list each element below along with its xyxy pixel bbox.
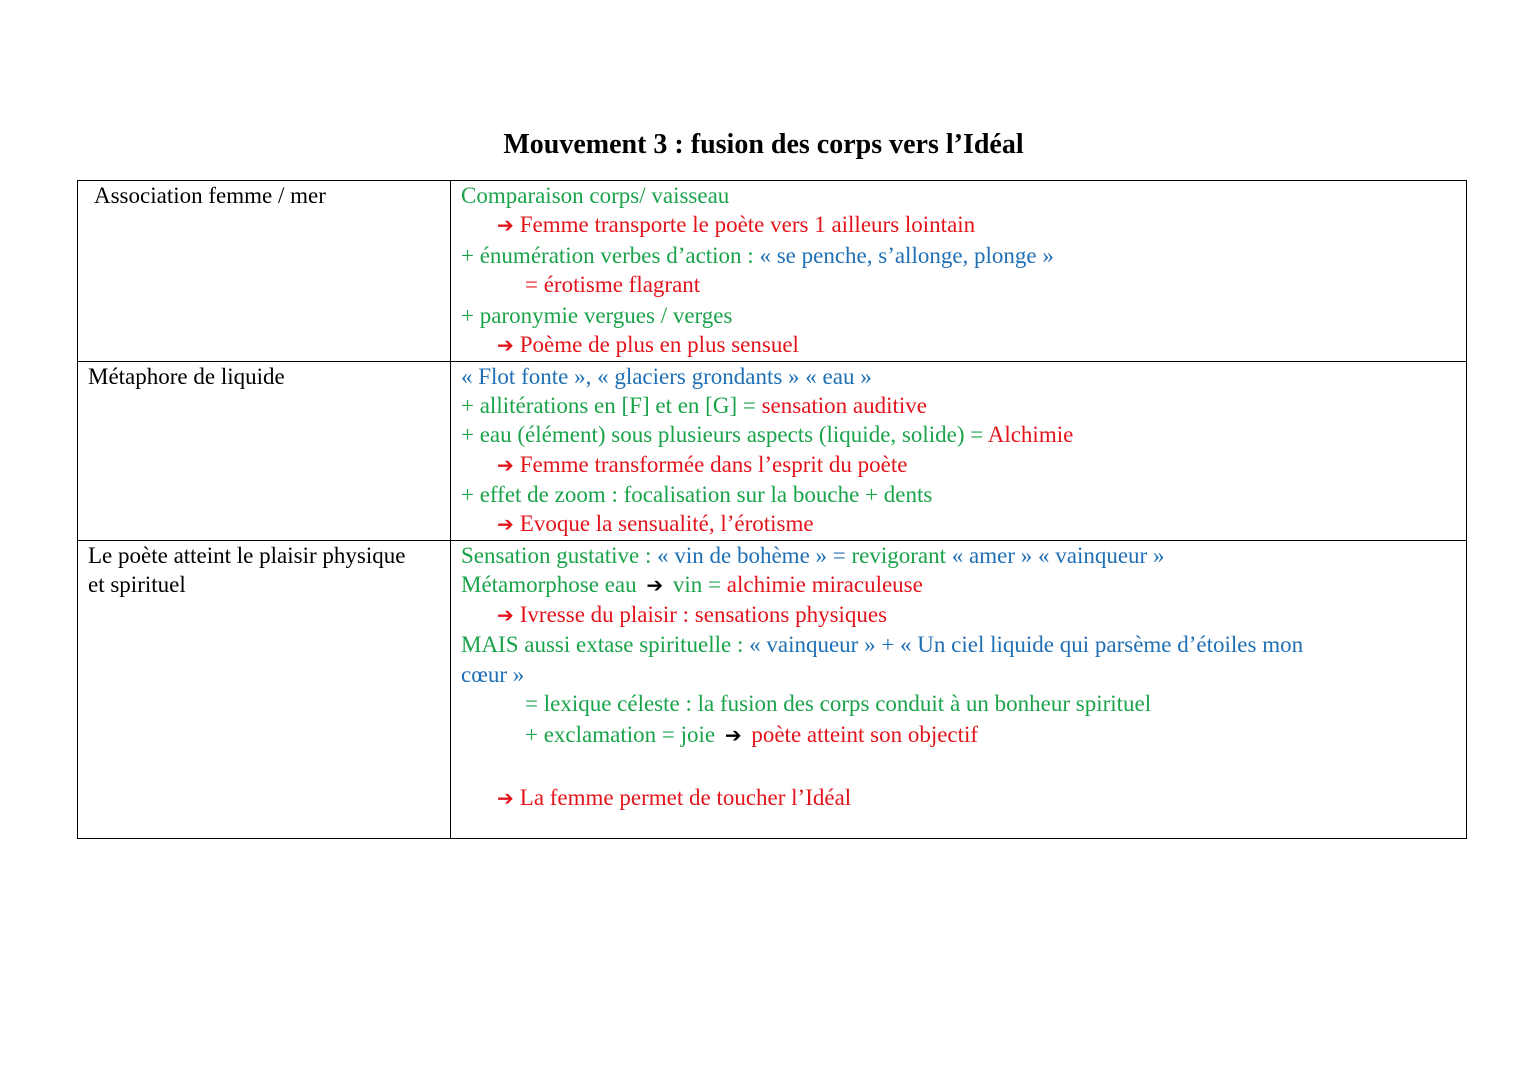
table-row — [78, 540, 1467, 838]
arrow-right-icon: ➔ — [497, 785, 514, 810]
row-label: Le poète atteint le plaisir physique — [88, 542, 406, 568]
content-line: + effet de zoom : focalisation sur la bouche + dents — [461, 481, 933, 507]
content-line — [461, 720, 1466, 750]
content-line — [461, 391, 1466, 420]
line-text: vin = — [667, 571, 727, 597]
arrow-right-icon: ➔ — [497, 333, 514, 358]
row-label: et spirituel — [88, 571, 186, 597]
content-line — [461, 210, 1466, 240]
line-text: La femme permet de toucher l’Idéal — [519, 784, 852, 810]
line-text: + eau (élément) sous plusieurs aspects (liquide, solide) = — [461, 422, 988, 448]
quote-text: « vainqueur » + « Un ciel liquide qui parsème d’étoiles mon — [749, 632, 1304, 658]
arrow-right-icon: ➔ — [497, 213, 514, 238]
content-line — [461, 450, 1466, 480]
arrow-right-icon: ➔ — [646, 572, 664, 597]
analysis-table — [77, 180, 1467, 839]
table-row — [78, 361, 1467, 540]
content-line — [461, 420, 1466, 449]
row-label: Association femme / mer — [94, 183, 326, 208]
quote-text: « amer » « vainqueur » — [951, 542, 1165, 568]
line-text: alchimie miraculeuse — [726, 571, 923, 597]
line-text: sensation auditive — [761, 393, 928, 419]
line-text: poète atteint son objectif — [745, 722, 979, 748]
row-label-cell — [78, 540, 451, 838]
line-text: Alchimie — [987, 422, 1074, 448]
line-text: Femme transporte le poète vers 1 ailleurs lointain — [519, 212, 976, 238]
line-text: Métamorphose eau — [461, 571, 643, 597]
line-text: + exclamation = joie — [525, 722, 721, 748]
row-label-cell — [78, 361, 451, 540]
content-line — [461, 630, 1466, 659]
line-text: Poème de plus en plus sensuel — [519, 332, 799, 358]
arrow-right-icon: ➔ — [497, 452, 514, 477]
content-line: = lexique céleste : la fusion des corps conduit à un bonheur spirituel — [525, 691, 1152, 717]
row-content-cell — [451, 361, 1467, 540]
line-text: revigorant — [851, 542, 952, 568]
row-content-cell — [451, 181, 1467, 362]
content-line — [461, 541, 1466, 570]
content-line — [461, 330, 1466, 360]
quote-text: « se penche, s’allonge, plonge » — [759, 242, 1054, 268]
arrow-right-icon: ➔ — [724, 723, 742, 748]
line-text: MAIS aussi extase spirituelle : — [461, 632, 750, 658]
content-line — [461, 570, 1466, 600]
content-line: + paronymie vergues / verges — [461, 303, 733, 329]
content-line: Comparaison corps/ vaisseau — [461, 183, 730, 208]
arrow-right-icon: ➔ — [497, 603, 514, 628]
spacer — [461, 751, 1466, 783]
table-row — [78, 181, 1467, 362]
line-text: Ivresse du plaisir : sensations physiques — [519, 602, 888, 628]
content-line — [461, 509, 1466, 539]
row-label-cell — [78, 181, 451, 362]
line-text: Evoque la sensualité, l’érotisme — [519, 511, 814, 537]
content-line: = érotisme flagrant — [525, 271, 701, 297]
quote-text: « vin de bohème » = — [657, 542, 852, 568]
content-line — [461, 241, 1466, 270]
content-line — [461, 600, 1466, 630]
line-text: + énumération verbes d’action : — [461, 242, 760, 268]
row-label: Métaphore de liquide — [88, 363, 285, 389]
content-line: cœur » — [461, 661, 525, 687]
content-line: « Flot fonte », « glaciers grondants » « eau » — [461, 363, 872, 389]
arrow-right-icon: ➔ — [497, 512, 514, 537]
line-text: + allitérations en [F] et en [G] = — [461, 393, 762, 419]
line-text: Femme transformée dans l’esprit du poète — [519, 451, 908, 477]
row-content-cell — [451, 540, 1467, 838]
page-title: Mouvement 3 : fusion des corps vers l’Idéal — [503, 129, 1024, 160]
content-line — [461, 783, 1466, 813]
line-text: Sensation gustative : — [461, 542, 658, 568]
